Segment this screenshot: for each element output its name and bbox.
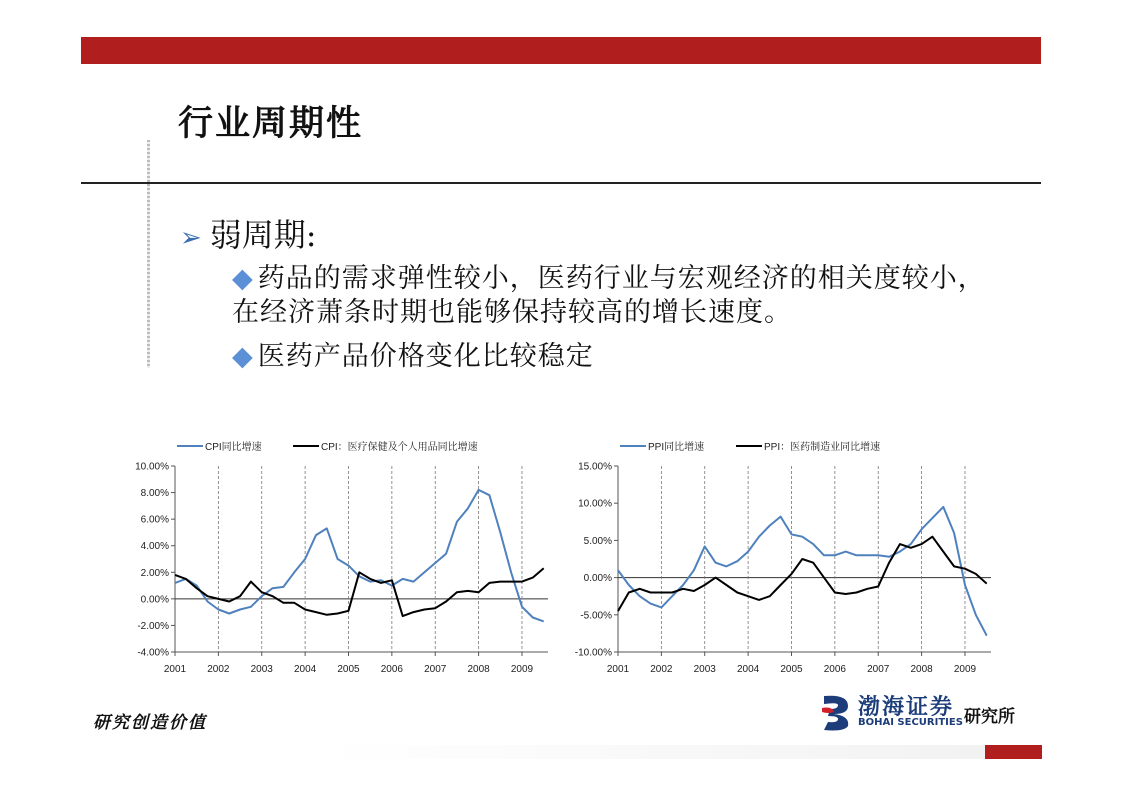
bohai-logo bbox=[818, 690, 1028, 736]
bottom-red-bar bbox=[985, 745, 1042, 759]
bullet-level1-text: 弱周期: bbox=[209, 216, 317, 254]
y-tick-label: 8.00% bbox=[140, 488, 169, 500]
footer-slogan: 研究创造价值 bbox=[93, 713, 207, 733]
bullet-level2-price bbox=[232, 340, 594, 374]
bullet-level2-price-text: 医药产品价格变化比较稳定 bbox=[257, 341, 594, 372]
x-tick-label: 2007 bbox=[424, 664, 447, 675]
cpi-chart-svg bbox=[125, 436, 555, 686]
y-tick-label: -4.00% bbox=[137, 647, 169, 659]
x-tick-label: 2008 bbox=[467, 664, 490, 675]
y-tick-label: 5.00% bbox=[583, 535, 612, 547]
bohai-logo-icon bbox=[818, 692, 854, 732]
bullet-level2-demand-text: 药品的需求弹性较小，医药行业与宏观经济的相关度较小，在经济萧条时期也能够保持较高的增长速度。 bbox=[232, 263, 986, 328]
bullet-level1 bbox=[180, 210, 317, 256]
title-divider bbox=[81, 182, 1041, 184]
x-tick-label: 2005 bbox=[337, 664, 360, 675]
slide-title: 行业周期性 bbox=[178, 104, 364, 144]
bullet-level2-demand bbox=[232, 262, 992, 330]
series-line bbox=[618, 507, 987, 636]
legend-label: CPI同比增速 bbox=[205, 442, 262, 453]
y-tick-label: -2.00% bbox=[137, 620, 169, 632]
y-tick-label: 10.00% bbox=[135, 461, 169, 473]
legend-label: CPI：医疗保健及个人用品同比增速 bbox=[321, 442, 478, 453]
x-tick-label: 2002 bbox=[650, 664, 673, 675]
x-tick-label: 2009 bbox=[510, 664, 534, 675]
y-tick-label: -10.00% bbox=[574, 647, 612, 659]
x-tick-label: 2008 bbox=[910, 664, 933, 675]
logo-company-name: 渤海证券 bbox=[858, 695, 955, 720]
y-tick-label: 10.00% bbox=[578, 498, 612, 510]
x-tick-label: 2001 bbox=[163, 664, 187, 675]
diamond-bullet-icon: ◆ bbox=[232, 341, 254, 372]
legend-label: PPI同比增速 bbox=[648, 442, 705, 453]
top-red-bar bbox=[81, 37, 1041, 64]
arrow-bullet-icon: ➢ bbox=[180, 223, 202, 253]
x-tick-label: 2003 bbox=[693, 664, 716, 675]
bottom-fade-bar bbox=[320, 745, 985, 759]
y-tick-label: 2.00% bbox=[140, 567, 169, 579]
y-tick-label: 0.00% bbox=[140, 594, 169, 606]
x-tick-label: 2004 bbox=[736, 664, 760, 675]
x-tick-label: 2004 bbox=[293, 664, 317, 675]
left-decorative-line bbox=[147, 140, 150, 368]
diamond-bullet-icon: ◆ bbox=[232, 263, 254, 294]
y-tick-label: 4.00% bbox=[140, 541, 169, 553]
logo-institute: 研究所 bbox=[964, 707, 1015, 727]
cpi-chart bbox=[125, 436, 555, 690]
y-tick-label: 0.00% bbox=[583, 573, 612, 585]
y-tick-label: 15.00% bbox=[578, 461, 612, 473]
y-tick-label: 6.00% bbox=[140, 514, 169, 526]
logo-company-english: BOHAI SECURITIES bbox=[858, 717, 963, 728]
x-tick-label: 2005 bbox=[780, 664, 803, 675]
y-tick-label: -5.00% bbox=[580, 610, 612, 622]
x-tick-label: 2006 bbox=[380, 664, 403, 675]
ppi-chart-svg bbox=[568, 436, 998, 686]
ppi-chart bbox=[568, 436, 998, 690]
legend-label: PPI：医药制造业同比增速 bbox=[764, 442, 881, 453]
x-tick-label: 2007 bbox=[867, 664, 890, 675]
x-tick-label: 2001 bbox=[606, 664, 630, 675]
series-line bbox=[175, 568, 544, 616]
x-tick-label: 2003 bbox=[250, 664, 273, 675]
x-tick-label: 2006 bbox=[823, 664, 846, 675]
x-tick-label: 2009 bbox=[953, 664, 977, 675]
series-line bbox=[618, 537, 987, 611]
x-tick-label: 2002 bbox=[207, 664, 230, 675]
